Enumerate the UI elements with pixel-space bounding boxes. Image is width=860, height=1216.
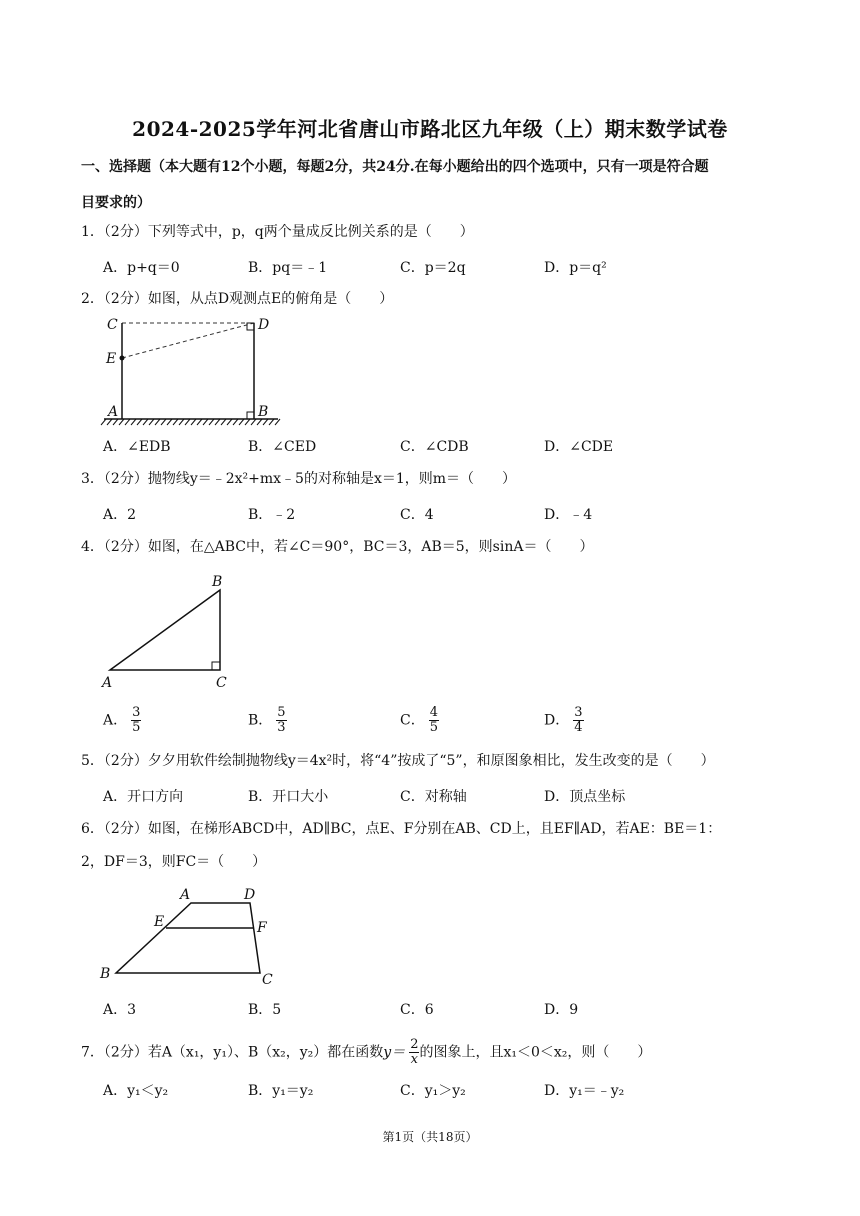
triangle-abc: [110, 590, 220, 670]
question-5-option-a[interactable]: A．开口方向: [103, 789, 184, 805]
question-1-option-b[interactable]: B．pq＝﹣1: [248, 260, 328, 276]
question-4-stem: 4．（2分）如图，在△ABC中，若∠C＝90°，BC＝3，AB＝5，则sinA＝（ ）: [81, 539, 594, 555]
question-3-option-d[interactable]: D．﹣4: [544, 507, 593, 523]
label-b: B: [258, 404, 269, 420]
question-7-option-c[interactable]: C．y₁＞y₂: [400, 1083, 466, 1099]
question-4-option-a[interactable]: [103, 706, 141, 735]
question-6-option-d[interactable]: D．9: [544, 1002, 579, 1018]
label-a: A: [108, 404, 119, 420]
question-6-option-a[interactable]: A．3: [103, 1002, 137, 1018]
question-1-option-a[interactable]: A．p+q＝0: [103, 260, 180, 276]
question-7-stem-post: 的图象上，且x₁＜0＜x₂，则（ ）: [419, 1044, 652, 1061]
question-7-stem-pre: 7．（2分）若A（x₁，y₁）、B（x₂，y₂）都在函数: [81, 1044, 384, 1061]
fraction: $\frac{5}{3}$: [277, 705, 286, 735]
question-7-option-d[interactable]: D．y₁＝﹣y₂: [544, 1083, 625, 1099]
section-heading: [81, 154, 781, 216]
question-5-option-b[interactable]: B．开口大小: [248, 789, 329, 805]
label-a: A: [180, 887, 191, 903]
page-footer: 第1页（共18页）: [382, 1130, 478, 1144]
question-6-figure: [96, 884, 286, 988]
question-1-option-d[interactable]: D．p＝q²: [544, 260, 607, 276]
question-3-option-c[interactable]: C．4: [400, 507, 434, 523]
point-e: [120, 356, 125, 361]
section-heading-line2: 目要求的）: [81, 195, 151, 211]
label-d: D: [244, 887, 256, 903]
question-3-stem: 3．（2分）抛物线y＝﹣2x²+mx﹣5的对称轴是x＝1，则m＝（ ）: [81, 471, 517, 487]
question-4-option-d[interactable]: [544, 706, 584, 735]
question-4-figure: [100, 572, 240, 690]
fraction: $\frac{3}{4}$: [574, 705, 583, 735]
question-5-option-d[interactable]: D．顶点坐标: [544, 789, 626, 805]
question-7-option-a[interactable]: A．y₁＜y₂: [103, 1083, 169, 1099]
question-2-option-d[interactable]: D．∠CDE: [544, 439, 614, 455]
question-3-option-a[interactable]: A．2: [103, 507, 137, 523]
ground-hatching: [101, 419, 280, 425]
question-2-figure: [100, 312, 290, 434]
dashed-line-ed: [122, 323, 254, 358]
question-6-stem-line1: 6．（2分）如图，在梯形ABCD中，AD∥BC，点E、F分别在AB、CD上，且EF∥AD，若AE：BE＝1：: [81, 821, 722, 837]
label-b: B: [212, 574, 223, 590]
question-3-option-b[interactable]: B．﹣2: [248, 507, 296, 523]
question-6-stem-line2: 2，DF＝3，则FC＝（ ）: [81, 854, 267, 870]
question-7-option-b[interactable]: B．y₁＝y₂: [248, 1083, 314, 1099]
label-f: F: [257, 920, 267, 936]
question-7-stem: [81, 1038, 651, 1067]
option-letter: B．: [248, 712, 273, 729]
fraction: $\frac{4}{5}$: [429, 705, 438, 735]
label-e: E: [106, 351, 117, 367]
question-7-function: y＝: [383, 1044, 406, 1061]
question-1-stem: 1．（2分）下列等式中，p，q两个量成反比例关系的是（ ）: [81, 224, 474, 240]
fraction: $\frac{3}{5}$: [132, 705, 141, 735]
option-letter: C．: [400, 712, 425, 729]
right-angle-b: [247, 412, 254, 419]
trapezoid-abcd: [116, 903, 260, 973]
question-6-option-b[interactable]: B．5: [248, 1002, 282, 1018]
question-2-option-c[interactable]: C．∠CDB: [400, 439, 469, 455]
question-4-option-c[interactable]: [400, 706, 439, 735]
question-2-stem: 2．（2分）如图，从点D观测点E的俯角是（ ）: [81, 291, 394, 307]
question-6-option-c[interactable]: C．6: [400, 1002, 434, 1018]
label-c: C: [216, 675, 227, 690]
question-4-option-b[interactable]: [248, 706, 287, 735]
label-e: E: [154, 914, 165, 930]
label-d: D: [258, 317, 270, 333]
option-letter: D．: [544, 712, 570, 729]
label-c: C: [262, 972, 273, 988]
question-1-option-c[interactable]: C．p＝2q: [400, 260, 466, 276]
question-2-option-b[interactable]: B．∠CED: [248, 439, 317, 455]
question-5-stem: 5．（2分）夕夕用软件绘制抛物线y＝4x²时，将“4”按成了“5”，和原图象相比，发生改变的是（ ）: [81, 753, 715, 769]
section-heading-line1: 一、选择题（本大题有12个小题，每题2分，共24分.在每小题给出的四个选项中，只有一项是符合题: [81, 159, 709, 175]
label-a: A: [102, 675, 113, 690]
right-angle-c: [212, 662, 220, 670]
question-7-fraction: $\frac{2}{x}$: [410, 1037, 419, 1067]
page-title: 2024-2025学年河北省唐山市路北区九年级（上）期末数学试卷: [132, 117, 728, 141]
option-letter: A．: [103, 712, 128, 729]
label-b: B: [100, 966, 111, 982]
question-5-option-c[interactable]: C．对称轴: [400, 789, 467, 805]
label-c: C: [107, 317, 118, 333]
right-angle-d: [247, 323, 254, 330]
question-2-option-a[interactable]: A．∠EDB: [103, 439, 171, 455]
